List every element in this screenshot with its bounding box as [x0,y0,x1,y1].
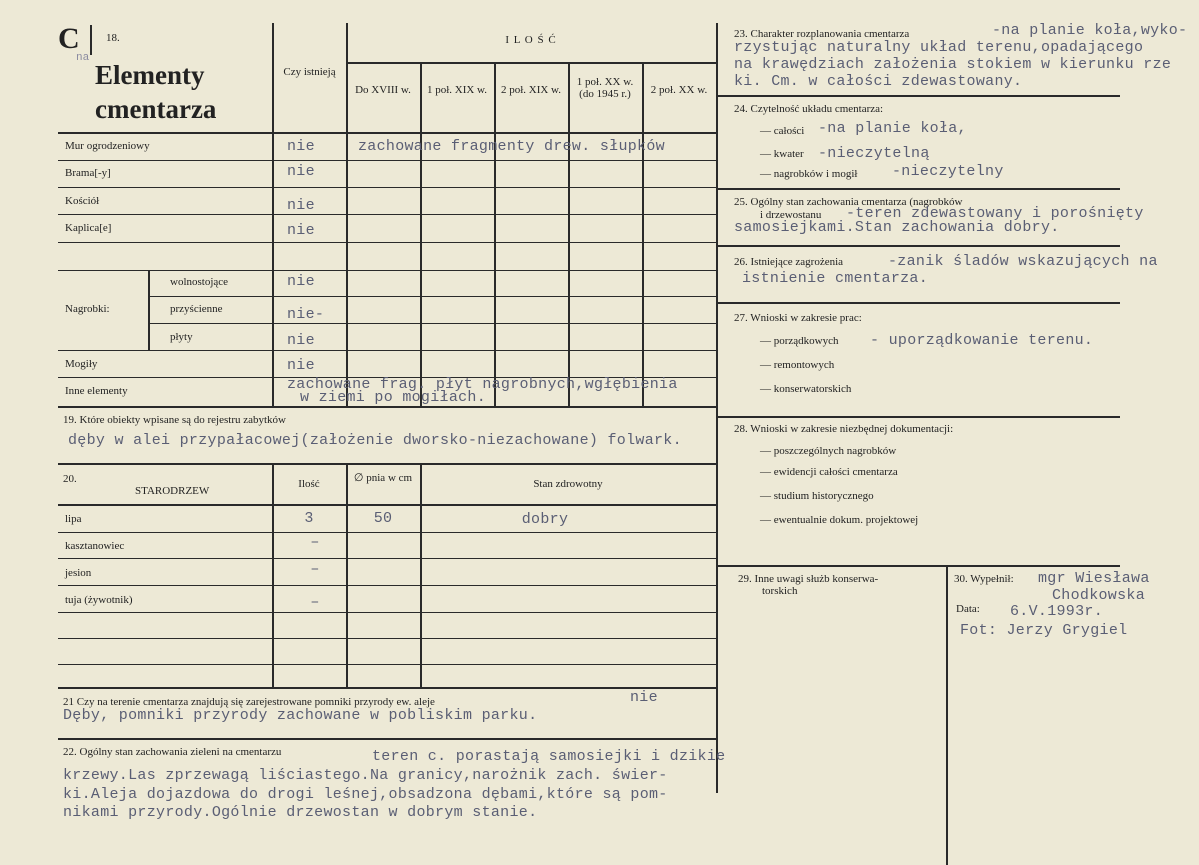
q23-answer-line: -na planie koła,wyko- [992,22,1188,39]
q24-item-answer: -nieczytelny [892,163,1004,180]
q25-answer-line: -teren zdewastowany i porośnięty [846,205,1144,222]
q27-item-label: — remontowych [760,359,835,371]
q22-answer-line: ki.Aleja dojazdowa do drogi leśnej,obsadzona dębami,które są pom- [63,786,668,803]
grid-line [718,416,1120,418]
grid-line [718,188,1120,190]
grid-line [58,585,716,586]
grid-line [718,565,1120,567]
tree-health: dobry [521,511,569,528]
grid-line [642,62,644,406]
row-label: Brama[-y] [65,167,111,179]
filled-by-name: Chodkowska [1052,587,1146,604]
q23-answer-line: rzystując naturalny układ terenu,opadającego [734,39,1144,56]
row-label: wolnostojące [170,276,229,288]
q27-item-label: — porządkowych [760,335,839,347]
exists-value: nie [287,163,315,180]
grid-line [494,62,496,406]
q25-label: 25. Ogólny stan zachowania cmentarza (nagrobków [734,196,963,208]
filled-by-name: mgr Wiesława [1038,570,1150,587]
q27-label: 27. Wnioski w zakresie prac: [734,312,862,324]
grid-line [58,214,716,215]
grid-line [58,532,716,533]
tree-name: jesion [65,567,92,579]
q19-answer: dęby w alei przypałacowej(założenie dworsko-niezachowane) folwark. [68,432,682,449]
q21-label: 21 Czy na terenie cmentarza znajdują się zarejestrowane pomniki przyrody ew. aleje [63,696,435,708]
grid-line [718,95,1120,97]
q22-answer-line: krzewy.Las zprzewagą liściastego.Na granicy,narożnik zach. świer- [63,767,668,784]
letter-divider [90,25,92,55]
q21-answer: nie [630,689,658,706]
grid-line [148,323,716,324]
tree-name: lipa [65,513,82,525]
row-label: płyty [170,331,193,343]
tree-count: 3 [304,510,314,527]
grid-line [718,302,1120,304]
stamp-mark: na [76,52,90,64]
grid-line [58,612,716,613]
tree-name: tuja (żywotnik) [65,594,133,606]
tree-count: – [310,534,320,551]
field-number: 18. [106,32,120,44]
grid-line [148,270,150,350]
q28-item: — ewidencji całości cmentarza [760,466,898,478]
q28-item: — poszczególnych nagrobków [760,445,897,457]
q26-answer-line: -zanik śladów wskazujących na [888,253,1158,270]
exists-value: nie- [287,306,325,323]
row-label: Kaplica[e] [65,222,112,234]
q27-item-answer: - uporządkowanie terenu. [870,332,1094,349]
grid-line [58,463,716,465]
grid-line [58,664,716,665]
q19-label: 19. Które obiekty wpisane są do rejestru zabytków [63,414,286,426]
grid-line [718,245,1120,247]
tree-count: – [310,594,320,611]
q28-label: 28. Wnioski w zakresie niezbędnej dokumentacji: [734,423,954,435]
row-label: Mur ogrodzeniowy [65,140,150,152]
exists-value: nie [287,138,315,155]
grid-line [58,687,716,689]
q20-number: 20. [63,473,77,485]
grid-line [58,160,716,161]
grid-line [420,62,422,406]
grid-line [58,350,716,351]
grid-line [58,738,716,740]
count-column-header: Ilość [298,478,320,490]
q21-answer-detail: Dęby, pomniki przyrody zachowane w pobliskim parku. [63,707,538,724]
date-value: 6.V.1993r. [1010,603,1104,620]
health-column-header: Stan zdrowotny [533,478,603,490]
grid-line [58,406,716,408]
nagrobki-label: Nagrobki: [65,303,110,315]
period-header: Do XVIII w. [355,84,411,96]
row-note: zachowane frag. płyt nagrobnych,wgłębienia [287,376,678,393]
section-title-line1: Elementy [95,60,205,90]
grid-line [346,62,716,64]
date-label: Data: [956,603,980,615]
q29-label: torskich [762,585,798,597]
exists-value: nie [287,197,315,214]
grid-line [58,270,716,271]
grid-line [58,638,716,639]
period-header: 2 poł. XX w. [650,84,708,96]
q22-answer-line: nikami przyrody.Ogólnie drzewostan w dobrym stanie. [63,804,538,821]
grid-line [716,23,718,793]
period-header: 1 poł. XIX w. [426,84,488,96]
row-note: w ziemi po mogiłach. [300,389,487,406]
grid-line [568,62,570,406]
q29-label: 29. Inne uwagi służb konserwa- [738,573,879,585]
row-label: Kościół [65,195,100,207]
q26-label: 26. Istniejące zagrożenia [734,256,844,268]
period-header: 2 poł. XIX w. [500,84,562,96]
q24-item-label: — nagrobków i mogił [760,168,858,180]
tree-diameter: 50 [373,510,393,527]
column-quantity-header: I L O Ś Ć [505,34,557,46]
q24-item-answer: -nieczytelną [818,145,930,162]
grid-line [946,565,948,865]
q24-label: 24. Czytelność układu cmentarza: [734,103,884,115]
diameter-column-header: ∅ pnia w cm [353,472,413,484]
exists-value: nie [287,273,315,290]
q24-item-answer: -na planie koła, [818,120,967,137]
period-header: 1 poł. XX w. (do 1945 r.) [576,76,634,100]
q25-answer-line: samosiejkami.Stan zachowania dobry. [734,219,1060,236]
grid-line [420,463,422,687]
q23-answer-line: na krawędziach założenia stokiem w kierunku rze [734,56,1172,73]
q23-answer-line: ki. Cm. w całości zdewastowany. [734,73,1023,90]
grid-line [58,187,716,188]
q25-label: i drzewostanu [760,209,822,221]
q26-answer-line: istnienie cmentarza. [742,270,929,287]
tree-count: – [310,561,320,578]
q27-item-label: — konserwatorskich [760,383,852,395]
exists-value: nie [287,332,315,349]
q28-item: — studium historycznego [760,490,874,502]
tree-name: kasztanowiec [65,540,125,552]
exists-value: nie [287,357,315,374]
section-title-line2: cmentarza [95,94,217,124]
q24-item-label: — całości [760,125,805,137]
q22-label: 22. Ogólny stan zachowania zieleni na cmentarzu [63,746,282,758]
grid-line [58,558,716,559]
row-label: przyścienne [170,303,223,315]
q30-label: 30. Wypełnił: [954,573,1014,585]
grid-line [58,504,716,506]
q23-label: 23. Charakter rozplanowania cmentarza [734,28,910,40]
grid-line [148,296,716,297]
q22-answer-line: teren c. porastają samosiejki i dzikie [372,748,726,765]
q28-item: — ewentualnie dokum. projektowej [760,514,919,526]
row-label: Inne elementy [65,385,128,397]
column-exists-header: Czy istnieją [283,66,336,78]
photo-credit: Fot: Jerzy Grygiel [960,622,1128,639]
grid-line [58,242,716,243]
section-letter: C [58,22,80,55]
tree-column-header: STARODRZEW [135,485,210,497]
q24-item-label: — kwater [760,148,804,160]
grid-line [58,132,716,134]
row-label: Mogiły [65,358,98,370]
row-note: zachowane fragmenty drew. słupków [358,138,665,155]
exists-value: nie [287,222,315,239]
